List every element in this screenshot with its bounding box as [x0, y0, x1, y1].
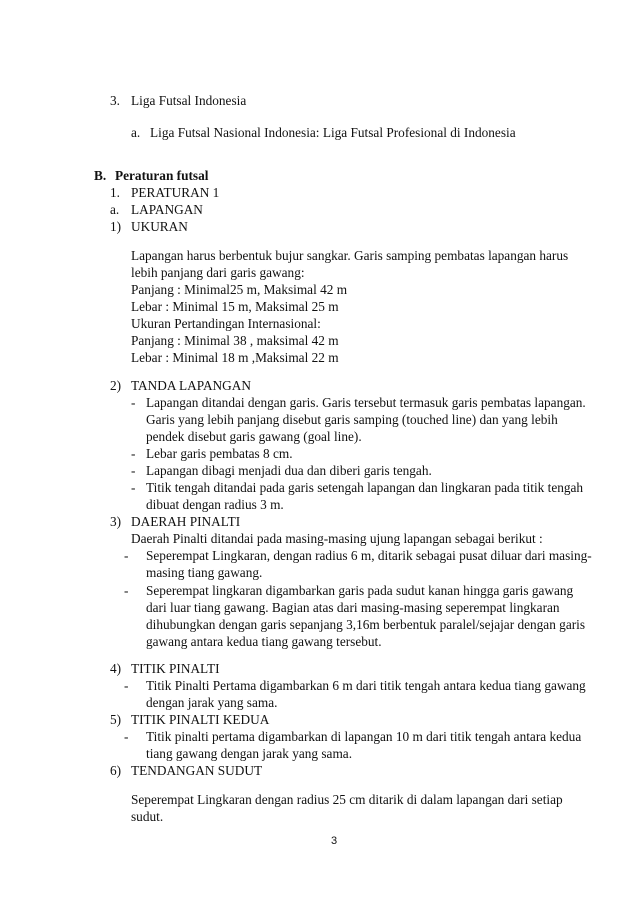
- item-title: TITIK PINALTI KEDUA: [131, 712, 270, 727]
- paragraph-line: masing tiang gawang.: [146, 565, 263, 580]
- list-number: 1): [110, 219, 122, 234]
- paragraph-line: Seperempat lingkaran digambarkan garis pada sudut kanan hingga garis gawang: [146, 583, 574, 598]
- list-number: 2): [110, 378, 122, 393]
- bullet-dash: -: [124, 583, 129, 598]
- subsection-text: Liga Futsal Nasional Indonesia: Liga Futsal Profesional di Indonesia: [150, 125, 516, 140]
- subsection-label: LAPANGAN: [131, 202, 203, 217]
- justified-line: [146, 394, 586, 411]
- list-number: 3.: [110, 93, 120, 108]
- paragraph-line: pendek disebut garis gawang (goal line).: [146, 429, 362, 444]
- page-number: 3: [331, 835, 338, 847]
- item-title: TANDA LAPANGAN: [131, 378, 251, 393]
- list-number: 6): [110, 763, 122, 778]
- paragraph-line: Lebar garis pembatas 8 cm.: [146, 446, 293, 461]
- paragraph-line: Garis yang lebih panjang disebut garis samping (touched line) dan yang lebih: [146, 412, 558, 427]
- paragraph-line: Seperempat Lingkaran, dengan radius 6 m, ditarik sebagai pusat diluar dari masing-: [146, 548, 592, 563]
- bullet-dash: -: [131, 480, 136, 495]
- paragraph-line: lebih panjang dari garis gawang:: [131, 265, 305, 280]
- bullet-dash: -: [124, 678, 129, 693]
- item-title: DAERAH PINALTI: [131, 514, 241, 529]
- paragraph-line: Titik tengah ditandai pada garis setengah lapangan dan lingkaran pada titik tengah: [146, 480, 584, 495]
- paragraph-line: Lebar : Minimal 15 m, Maksimal 25 m: [131, 299, 339, 314]
- item-title: TENDANGAN SUDUT: [131, 763, 263, 778]
- list-letter: a.: [131, 125, 141, 140]
- bullet-dash: -: [124, 729, 129, 744]
- paragraph-line: sudut.: [131, 809, 164, 824]
- list-number: 5): [110, 712, 122, 727]
- paragraph-line: Lapangan harus berbentuk bujur sangkar. Garis samping pembatas lapangan harus: [131, 248, 569, 263]
- section-letter: B.: [94, 168, 107, 183]
- paragraph-line: Daerah Pinalti ditandai pada masing-masing ujung lapangan sebagai berikut :: [131, 531, 543, 546]
- item-title: TITIK PINALTI: [131, 661, 220, 676]
- paragraph-line: Titik pinalti pertama digambarkan di lapangan 10 m dari titik tengah antara kedua: [146, 729, 582, 744]
- paragraph-line: Seperempat Lingkaran dengan radius 25 cm ditarik di dalam lapangan dari setiap: [131, 792, 563, 807]
- paragraph-line: Ukuran Pertandingan Internasional:: [131, 316, 321, 331]
- bullet-dash: -: [131, 463, 136, 478]
- list-letter: a.: [110, 202, 120, 217]
- paragraph-line: Titik Pinalti Pertama digambarkan 6 m dari titik tengah antara kedua tiang gawang: [146, 678, 586, 693]
- paragraph-line: Panjang : Minimal25 m, Maksimal 42 m: [131, 282, 348, 297]
- bullet-dash: -: [124, 548, 129, 563]
- paragraph-line: tiang gawang dengan jarak yang sama.: [146, 746, 353, 761]
- list-number: 1.: [110, 185, 120, 200]
- list-number: 4): [110, 661, 122, 676]
- paragraph-line: dari luar tiang gawang. Bagian atas dari masing-masing seperempat lingkaran: [146, 600, 560, 615]
- list-number: 3): [110, 514, 122, 529]
- section-title: Liga Futsal Indonesia: [131, 93, 247, 108]
- section-heading: Peraturan futsal: [115, 168, 209, 183]
- paragraph-line: Lapangan dibagi menjadi dua dan diberi garis tengah.: [146, 463, 432, 478]
- rule-label: PERATURAN 1: [131, 185, 220, 200]
- paragraph-line: dihubungkan dengan garis sepanjang 3,16m berbentuk paralel/sejajar dengan garis: [146, 617, 586, 632]
- paragraph-line: gawang antara kedua tiang gawang tersebut.: [146, 634, 382, 649]
- paragraph-line: dibuat dengan radius 3 m.: [146, 497, 284, 512]
- paragraph-line: Lebar : Minimal 18 m ,Maksimal 22 m: [131, 350, 339, 365]
- bullet-dash: -: [131, 395, 136, 410]
- bullet-dash: -: [131, 446, 136, 461]
- item-title: UKURAN: [131, 219, 188, 234]
- paragraph-line: Panjang : Minimal 38 , maksimal 42 m: [131, 333, 339, 348]
- paragraph-line: Lapangan ditandai dengan garis. Garis tersebut termasuk garis pembatas lapangan.: [146, 395, 586, 410]
- paragraph-line: dengan jarak yang sama.: [146, 695, 278, 710]
